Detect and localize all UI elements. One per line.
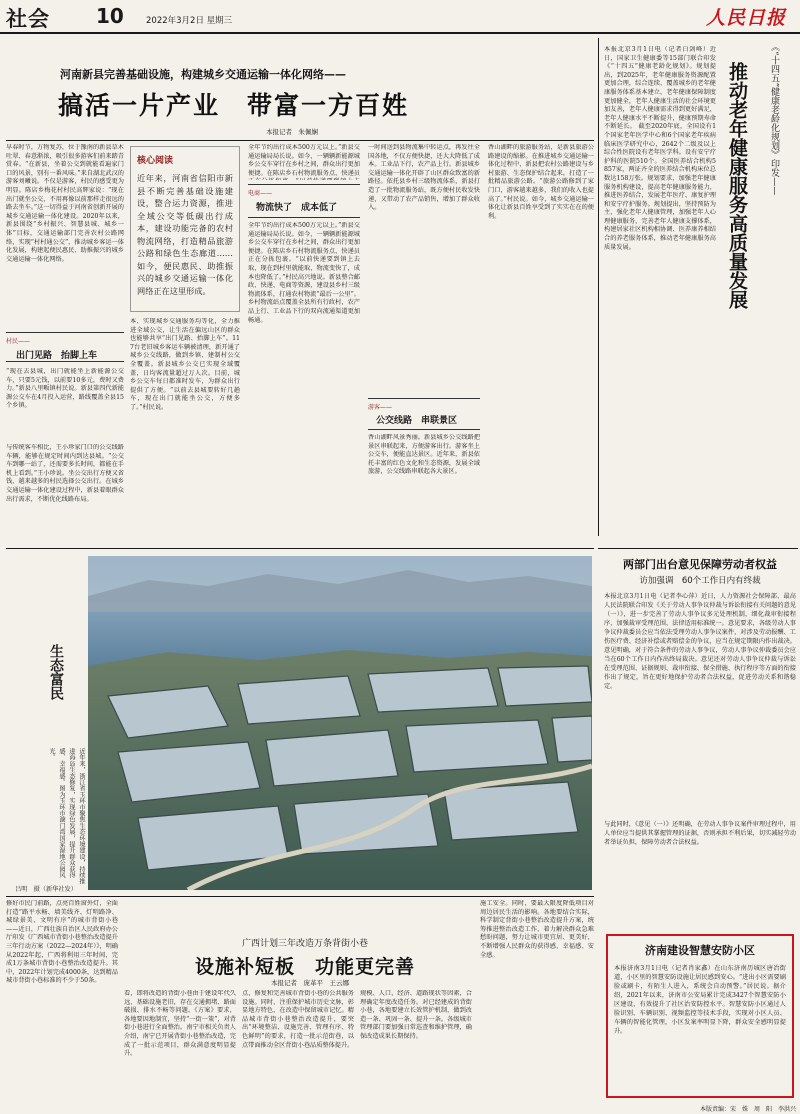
core-reading-text: 近年来，河南省信阳市新县不断完善基础设施建设，整合运力资源，推进全域公交等低碳出行成本，建设功能完备的农村物流网络，打造精品旅游公路和绿色生态廊道……如今，便民惠民、助推振兴的城乡交通运输一体化网络正在这里形成。: [137, 173, 233, 296]
lead-column-1b: “现在去县城，出门就能坐上新能源公交车，只要5元钱，以前要10多元，费时又费力。”新县八里畈镇村民说。新县第四代新能源公交车在4月投入运营，路线覆盖全县15个乡镇。: [6, 368, 124, 410]
aerial-photo-illustration: [88, 556, 592, 890]
lead-byline: 本报记者 朱佩娴: [266, 128, 318, 136]
divider: [6, 896, 594, 897]
core-reading-label: 核心阅读: [137, 156, 174, 166]
guangxi-kicker: 广西计划三年改造万条背街小巷: [241, 939, 368, 949]
lead-column-1c: 与传统客车相比，王小珍家门口的公交线路车辆，能够在规定时间内到达县城。“公交车到哪一站了，还需要多长时间，都能在手机上看到。”王小珍说。坐公交出行方便又省钱，越来越多的村民选择公交出行。在城乡交通运输一体化建设过程中，新县着眼群众出行需求，不断优化线路布局。: [6, 444, 124, 503]
issue-date: 2022年3月2日 星期三: [146, 16, 233, 26]
subsection-label: 电商——: [248, 190, 273, 197]
lead-column-3-top: 全年节约出行成本500万元以上。”新县交通运输局局长说。如今，一辆辆新能源城乡公交车穿行在乡村之间，群众出行更加便捷。在陈店乡石村物流服务点，快递员: [248, 144, 360, 177]
elderly-health-kicker: 《“十四五”健康老龄化规划》印发——: [769, 42, 779, 196]
guangxi-column-2: 看，即将改造的背街小巷由于建设年代久远，基础设施老旧，存在交通拥堵、路面破损、排水不畅等问题。《方案》要求，各地要因地制宜，坚持“一街一策”，对背街小巷进行全面整治。南宁市相关负责人介绍，南宁已开展背街小巷整治改造，完成了一批示范项目，群众满意度明显提升。: [124, 990, 236, 1058]
page-header: [0, 0, 800, 34]
page-editor-credit: 本版责编：宋 姝 周 阳 李洪兴: [699, 1106, 796, 1113]
wetland-aerial-photo: [88, 556, 592, 890]
lead-column-3: 全年节约出行成本500万元以上。”新县交通运输局局长说。如今，一辆辆新能源城乡公交车穿行在乡村之间，群众出行更加便捷。在陈店乡石村物流服务点，快递员正在分拣包裹。“以前快递要到镇上去取，现在到村里就能取，物流变快了，成本也降低了。”村民高兴地说。新县整合邮政、快递、电商等资源，建设县乡村三级物流体系，打通农村物流“最后一公里”。乡村物流站点覆盖全县所有行政村，农产品上行、工业品下行的双向流通渠道更加畅通。: [248, 222, 360, 324]
lead-column-5: 香山湖畔的旅游服务站，是新县旅游公路建设的缩影。在推进城乡交通运输一体化过程中，新县把农村公路建设与乡村旅游、生态保护结合起来，打造了一批精品旅游公路。“旅游公路修到了家门口，游客越来越多，我们的收入也提高了。”村民说。如今，城乡交通运输一体化让新县百姓享受到了实实在在的便利。: [488, 144, 594, 220]
lead-column-2: 本、实现城乡交通服务均等化，全力推进全域公交，让生活在偏远山区的群众也能够共享“出门见路、抬脚上车”。117台老旧城乡客运车辆被清理，新开通了城乡公交线路，做到乡镇、建制村公交全覆盖。新县城乡公交已实现全域覆盖，日均客流量超过万人次。目前，城乡公交车每日都准时发车，为群众出行提供了方便。“以前去县城要转好几趟车，现在出门就能坐公交，方便多了。”村民说。: [130, 318, 240, 411]
subsection-header-ecommerce: [248, 184, 360, 218]
subsection-title: 公交线路 串联景区: [376, 416, 458, 426]
subsection-label: 游客——: [368, 404, 393, 411]
page-number: 10: [96, 4, 124, 28]
labor-text-2: 与此同时，《意见（一）》还明确，在劳动人事争议案件审理过程中，用人单位应当提供其掌握管理的证据，否则承担不利后果，切实减轻劳动者举证负担，保障劳动者合法权益。: [604, 821, 796, 846]
labor-subhead: 访加强调 60个工作日内有终裁: [639, 576, 761, 586]
guangxi-column-1: 修好市民门前路，点亮百姓窗外灯，全面打造“路平水畅、墙美线齐、灯明路净、城绿景美、文明有序”的城市背街小巷——近日，广西壮族自治区人民政府办公厅印发《广西城市背街小巷整治改造提升三年行动方案（2022—2024年）》，明确从2022年起，广西将利用三年时间，完成1万条城市背街小巷整治改造提升。其中，2022年计划完成4000条，达到精品城市背街小巷标准的不少于50条。: [6, 900, 118, 985]
newspaper-logo: 人民日报: [706, 7, 787, 29]
lead-kicker: 河南新县完善基础设施，构建城乡交通运输一体化网络——: [60, 68, 346, 81]
photo-sidebar: [6, 556, 88, 886]
photo-caption: 近年来，浙江省玉环市聚焦生态环境建设，持续推进海岛生态修复，实现绿色发展，提升群众获得感、幸福感。图为玉环市漩门湾国家湿地公园风光。: [48, 748, 85, 885]
guangxi-column-5: 施工安全。同时，要最大限度降低项目对周边居民生活的影响。各地要结合实际，科学制定背街小巷整治改造提升方案，统筹推进整治改造工作，着力解决群众急难愁盼问题，努力让城市更宜居、更美好，不断增强人民群众的获得感、幸福感、安全感。: [480, 900, 594, 959]
divider: [598, 548, 798, 549]
jinan-highlight-box: [606, 934, 794, 1098]
lead-column-4: 一时间送到县物流集中转运点，再发往全国各地，不仅方便快捷，还大大降低了成本。工业品下行，农产品上行。新县城乡交通运输一体化开辟了山区群众致富的新路径。依托县乡村三级物流体系，新县打造了一批物流服务站，既方便村民收发快递，又带动了农产品销售，增加了群众收入。: [368, 144, 480, 212]
guangxi-headline: 设施补短板 功能更完善: [194, 956, 415, 978]
labor-headline: 两部门出台意见保障劳动者权益: [623, 558, 777, 571]
subsection-header-villagers: [6, 332, 124, 362]
elderly-health-para-2: 截至2020年底，全国设有1个国家老年医学中心和6个国家老年疾病临床医学研究中心，2642个二级及以上综合性医院设有老年医学科。设有安宁疗护科的医院510个。全国医养结合机构5857家，两证齐全的医养结合机构床位总数达158万张。规划要求，加强老年健康服务机构建设，提高老年健康服务能力，推进医养结合，发展老年医疗、康复护理和安宁疗护服务。规划提出，坚持预防为主，强化老年人健康管理，加强老年人心理健康服务，完善老年人健康支撑体系，构建居家社区机构相协调、医养康养相结合的养老服务体系，推动老年健康服务高质量发展。: [604, 123, 716, 251]
photo-title: 生态富民: [48, 644, 64, 700]
subsection-label: 村民——: [6, 338, 31, 345]
column-divider: [598, 38, 599, 536]
subsection-title: 物流快了 成本低了: [256, 203, 338, 213]
lead-column-4b: 香山湖畔风景秀丽。新县城乡公交线路把景区串联起来，方便游客出行。游客坐上公交车，便能直达景区。近年来，新县依托丰富的红色文化和生态资源，发展全域旅游，公交线路串联起各大景区。: [368, 434, 480, 476]
jinan-text: 本报济南3月1日电（记者肖家鑫）在山东济南历城区唐冶街道，小区里的智慧安防设施让居民感到安心。“进出小区需要刷脸或刷卡，有陌生人进入，系统会自动预警。”居民说。据介绍，2021年以来，济南市公安局累计完成3427个智慧安防小区建设，有效提升了社区治安防控水平。智慧安防小区通过人脸识别、车辆识别、视频监控等技术手段，实现对小区人员、车辆的智能化管理，小区发案率明显下降，群众安全感明显提升。: [614, 965, 786, 1035]
lead-headline: 搞活一片产业 带富一方百姓: [58, 91, 410, 120]
divider: [6, 548, 594, 549]
guangxi-byline: 本报记者 庞革平 王云娜: [271, 979, 349, 987]
elderly-health-headline: 推动老年健康服务高质量发展: [726, 62, 748, 309]
elderly-health-text: [604, 46, 716, 536]
labor-text: 本报北京3月1日电（记者李心萍）近日，人力资源社会保障部、最高人民法院联合印发《关于劳动人事争议仲裁与诉讼衔接有关问题的意见（一）》，进一步完善了劳动人事争议多元处理机制，细化裁审衔接程序，加强裁审受理范围、法律适用标准统一。意见要求，各级劳动人事争议仲裁委员会应当依法受理劳动人事争议案件，对涉及劳动报酬、工伤医疗费、经济补偿或者赔偿金的争议，应当在规定期限内作出裁决。意见明确，对于符合条件的劳动人事争议，劳动人事争议仲裁委员会应当在60个工作日内作出终局裁决。意见还对劳动人事争议仲裁与诉讼在受理范围、证据规则、裁审衔接、保全措施、执行程序等方面的衔接作出了规定，旨在更好地保护劳动者合法权益，促进劳动关系和谐稳定。: [604, 593, 796, 690]
photo-credit: 吕明 摄（新华社发）: [15, 886, 77, 893]
subsection-header-tourists: [368, 398, 480, 430]
divider: [6, 140, 594, 141]
jinan-headline: 济南建设智慧安防小区: [645, 944, 755, 957]
elderly-health-para-1: 本报北京3月1日电（记者白剑峰）近日，国家卫生健康委等15部门联合印发《“十四五”健康老龄化规划》。规划提出，到2025年，老年健康服务资源配置更加合理，综合连续、覆盖城乡的老年健康服务体系基本建立，老年健康保障制度更加健全，老年人健康生活的社会环境更加友善，老年人健康需求得到更好满足，老年人健康水平不断提升，健康预期寿命不断延长。: [604, 46, 716, 131]
guangxi-column-3: 点，修复和完善城市背街小巷的公共服务设施。同时，注重保护城市历史文脉，彰显地方特色，在改造中保留城市记忆。精品城市背街小巷整治改造提升，要突出“环境整洁、设施完善、管理有序、特色鲜明”的要求，打造一批示范街巷，以点带面推动全区背街小巷品质整体提升。: [242, 990, 354, 1049]
guangxi-column-4: 规模、人口、经济、道路现状等因素，合理确定年度改造任务。对已经建成的背街小巷，各地要建立长效管护机制，做到改造一条、巩固一条、提升一条。各级城市管理部门要加强日常巡查和维护管理，确保改造成果长期保持。: [360, 990, 472, 1040]
subsection-title: 出门见路 抬脚上车: [16, 351, 98, 361]
core-reading-box: [130, 146, 240, 312]
lead-column-1: 早春时节，万物复苏，位于豫南的新县草木吐翠、春意渐浓，吸引很多游客们前来踏青赏春。“在新县，坐着公交到就能看遍家门口的风景，别有一番风味。”来自湖北武汉的游客刘曦说。不仅是游客，村民的感受更为明显。陈店乡梅花村村民高辉家说：“现在出门就坐公交，不用再像以前那样走很远的路去坐车。”这一切得益于河南省创新开展的城乡交通运输一体化建设。2020年以来，新县围绕“乡村振兴、智慧县城、城乡一体”目标，交通运输部门完善农村公路网络，实现“村村通公交”，推动城乡客运一体化发展，构建起便民惠民、助推振兴的城乡交通运输一体化网络。: [6, 144, 124, 263]
section-name: 社会: [6, 7, 50, 31]
